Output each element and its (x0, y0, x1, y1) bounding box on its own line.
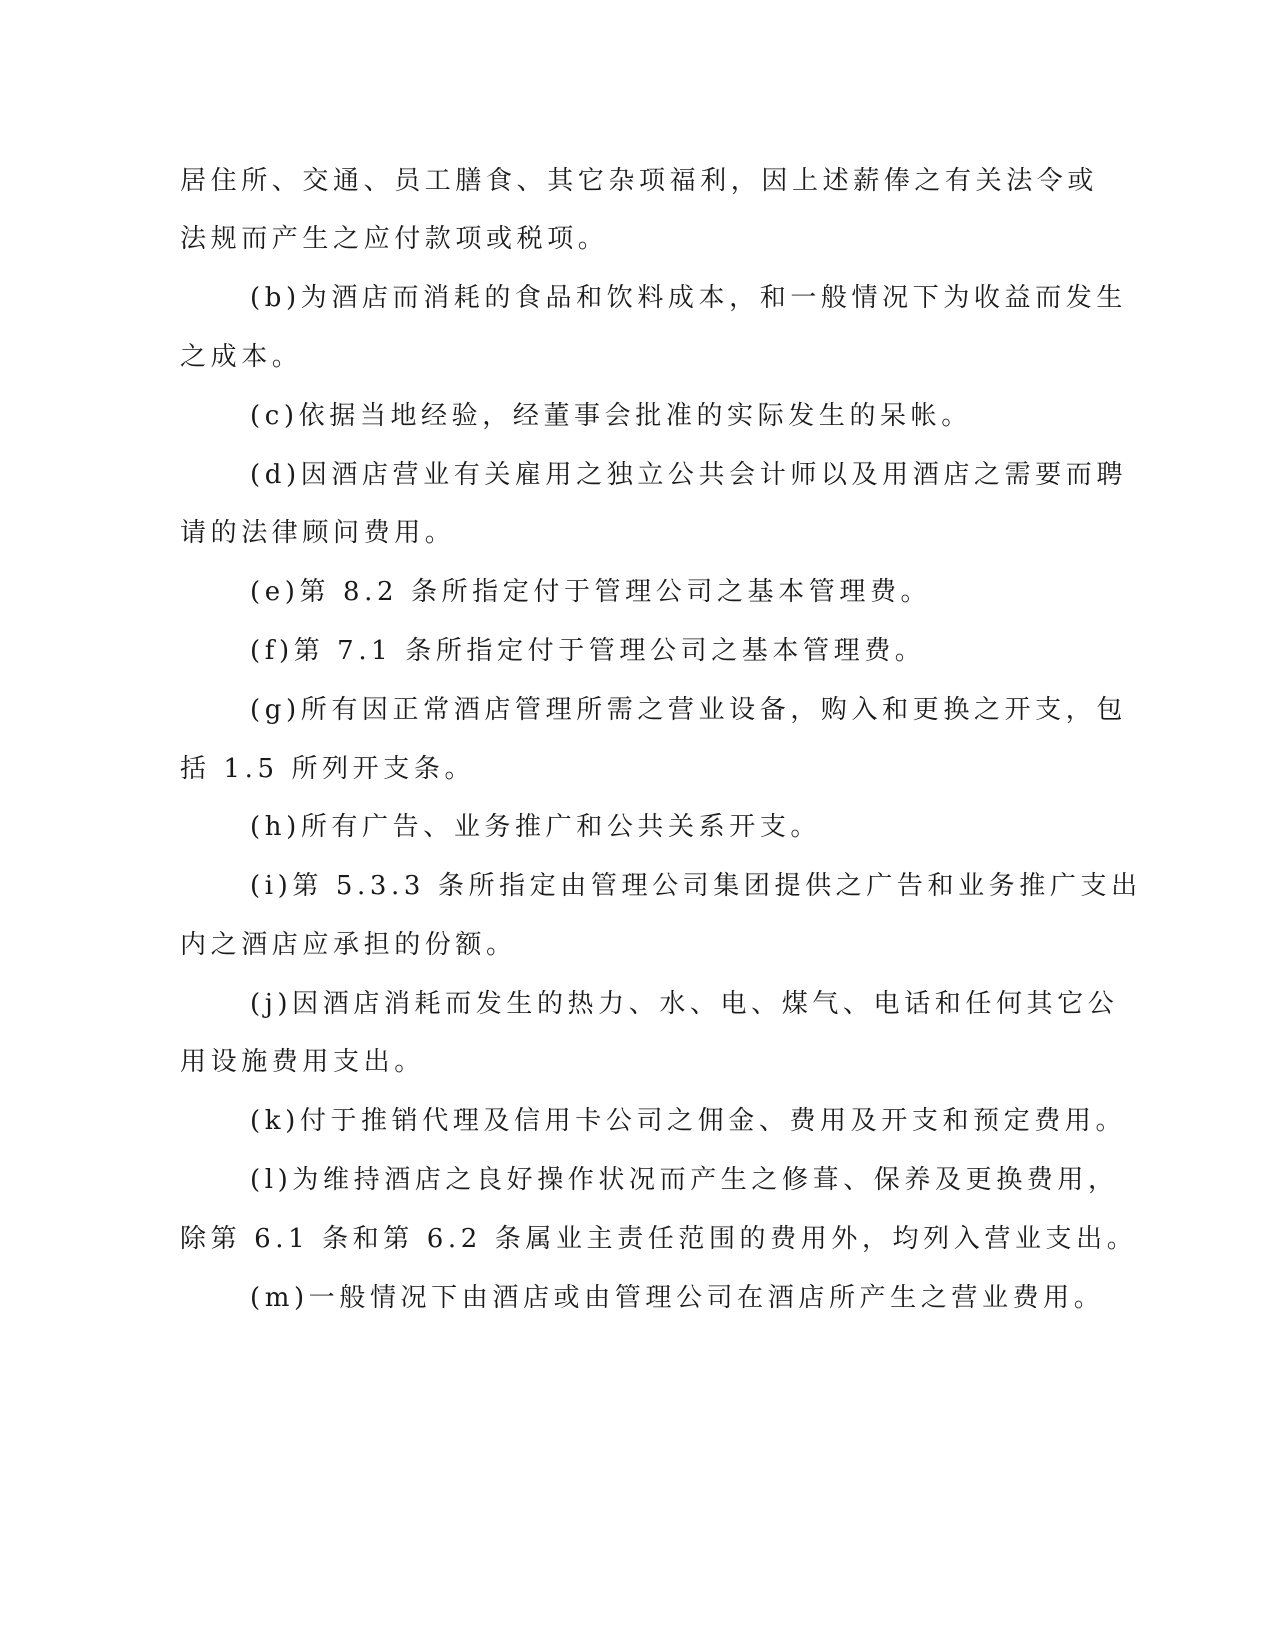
paragraph-line: (c)依据当地经验，经董事会批准的实际发生的呆帐。 (250, 401, 972, 431)
paragraph-line: 居住所、交通、员工膳食、其它杂项福利，因上述薪俸之有关法令或 (180, 166, 1099, 196)
paragraph-line: (h)所有广告、业务推广和公共关系开支。 (250, 812, 822, 842)
paragraph-line: (i)第 5.3.3 条所指定由管理公司集团提供之广告和业务推广支出 (250, 871, 1142, 901)
paragraph-line: (d)因酒店营业有关雇用之独立公共会计师以及用酒店之需要而聘 (250, 460, 1127, 490)
paragraph-line: 用设施费用支出。 (180, 1047, 425, 1077)
paragraph-line: (g)所有因正常酒店管理所需之营业设备，购入和更换之开支，包 (250, 695, 1127, 725)
paragraph-line: (e)第 8.2 条所指定付于管理公司之基本管理费。 (250, 577, 932, 607)
paragraph-line: 除第 6.1 条和第 6.2 条属业主责任范围的费用外，均列入营业支出。 (180, 1224, 1138, 1254)
paragraph-line: 内之酒店应承担的份额。 (180, 930, 517, 960)
paragraph-line: 请的法律顾问费用。 (180, 518, 456, 548)
paragraph-line: (l)为维持酒店之良好操作状况而产生之修葺、保养及更换费用， (250, 1165, 1119, 1195)
paragraph-line: (k)付于推销代理及信用卡公司之佣金、费用及开支和预定费用。 (250, 1106, 1127, 1136)
paragraph-line: 之成本。 (180, 342, 303, 372)
paragraph-line: 法规而产生之应付款项或税项。 (180, 224, 609, 254)
paragraph-line: 括 1.5 所列开支条。 (180, 754, 476, 784)
paragraph-line: (j)因酒店消耗而发生的热力、水、电、煤气、电话和任何其它公 (250, 989, 1119, 1019)
paragraph-line: (b)为酒店而消耗的食品和饮料成本，和一般情况下为收益而发生 (250, 283, 1127, 313)
paragraph-line: (f)第 7.1 条所指定付于管理公司之基本管理费。 (250, 636, 926, 666)
paragraph-line: (m)一般情况下由酒店或由管理公司在酒店所产生之营业费用。 (250, 1283, 1105, 1313)
